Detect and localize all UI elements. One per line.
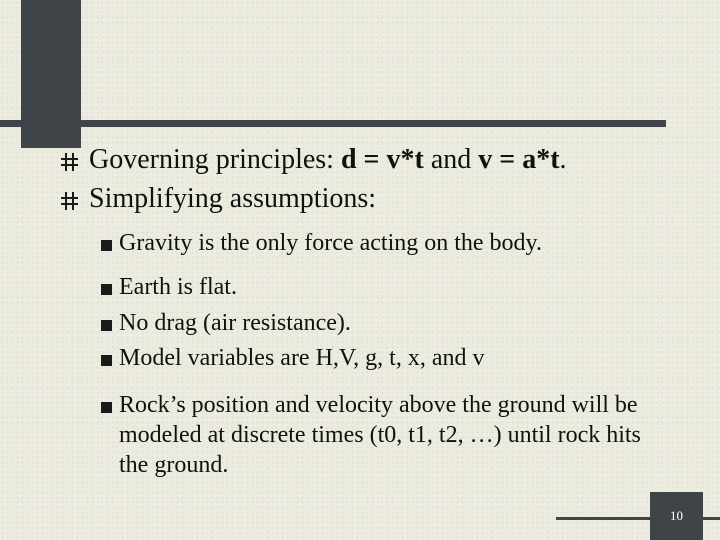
square-bullet-icon: [101, 284, 112, 295]
hash-bullet-icon: [60, 153, 80, 171]
decorative-horizontal-bar: [0, 120, 666, 127]
conjunction-text: and: [423, 144, 479, 175]
principles-label: Governing principles:: [89, 144, 341, 175]
square-bullet-icon: [101, 355, 112, 366]
page-number: 10: [670, 508, 683, 523]
square-bullet-icon: [101, 240, 112, 251]
square-bullet-icon: [101, 402, 112, 413]
equation-velocity: v = a*t: [478, 144, 560, 175]
hash-bullet-icon: [60, 192, 80, 210]
square-bullet-icon: [101, 320, 112, 331]
assumptions-label: Simplifying assumptions:: [89, 183, 377, 214]
equation-distance: d = v*t: [340, 144, 424, 175]
